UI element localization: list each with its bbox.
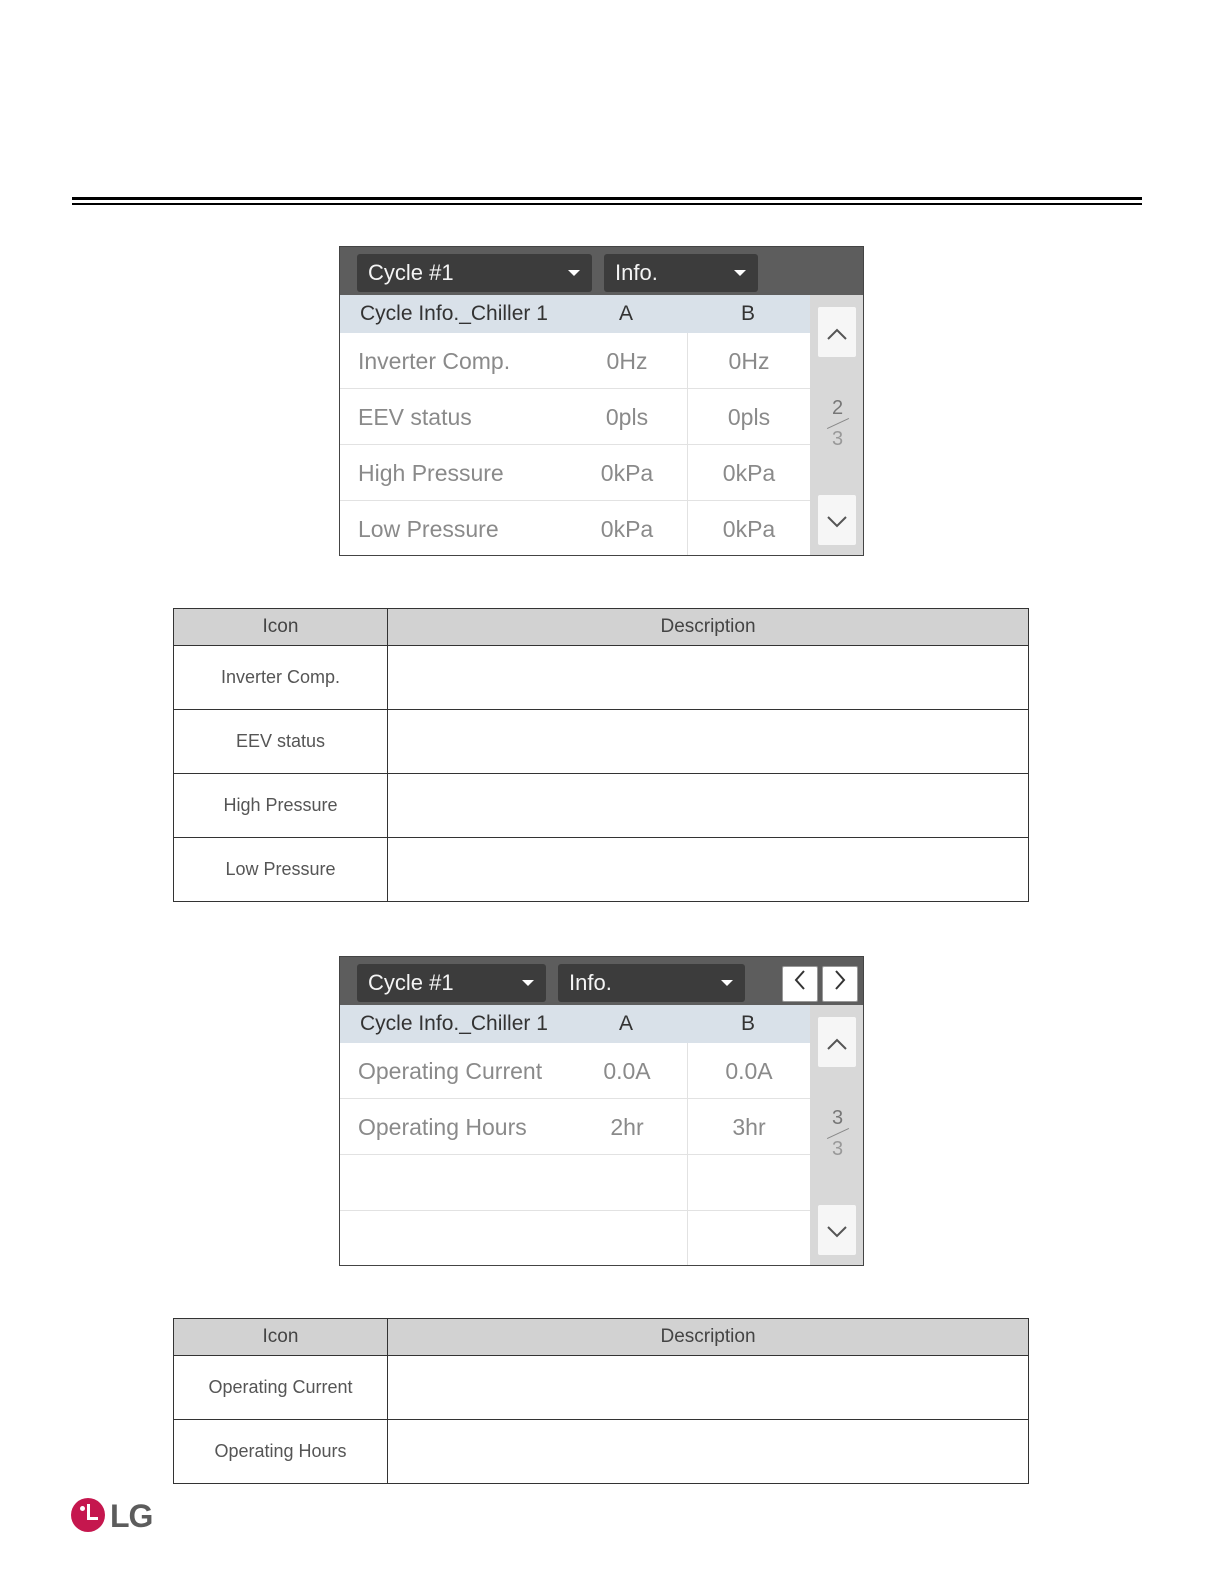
chevron-up-icon — [826, 327, 848, 341]
table-header-row — [174, 1319, 1029, 1356]
table-row — [174, 838, 1029, 902]
lg-logo-text: LG — [110, 1498, 153, 1534]
chevron-left-icon — [793, 969, 807, 991]
dropdown-caret-icon — [568, 270, 580, 276]
row-label: EEV status — [358, 404, 472, 430]
icon-cell: EEV status — [174, 710, 388, 774]
scroll-up-button[interactable] — [818, 1017, 856, 1067]
page-total: 3 — [831, 428, 844, 450]
table-header-row — [174, 609, 1029, 646]
row-value-b: 3hr — [732, 1114, 766, 1140]
row-label: High Pressure — [358, 460, 504, 486]
table-row — [174, 646, 1029, 710]
header-rule-bottom — [72, 203, 1142, 205]
icon-cell: Low Pressure — [174, 838, 388, 902]
cycle-dropdown[interactable] — [357, 964, 546, 1002]
dropdown-caret-icon — [721, 980, 733, 986]
description-column-header: Description — [388, 609, 1029, 646]
header-rule-top — [72, 197, 1142, 200]
table-header — [340, 1005, 810, 1043]
chevron-down-icon — [826, 1225, 848, 1239]
table-row — [340, 389, 810, 445]
table-row — [340, 333, 810, 389]
description-column-header: Description — [388, 1319, 1029, 1356]
icon-cell: Operating Hours — [174, 1420, 388, 1484]
chevron-up-icon — [826, 1037, 848, 1051]
row-value-b: 0kPa — [722, 516, 776, 542]
header-col-a: A — [618, 302, 633, 325]
row-value-b: 0.0A — [725, 1058, 773, 1084]
icon-column-header: Icon — [174, 609, 388, 646]
scroll-down-button[interactable] — [818, 495, 856, 545]
row-value-b: 0kPa — [722, 460, 776, 486]
lg-logo-icon — [71, 1498, 105, 1532]
info-dropdown-value: Info. — [569, 970, 612, 995]
page-total: 3 — [831, 1138, 844, 1160]
header-col-b: B — [740, 1012, 755, 1035]
row-value-a: 0kPa — [600, 460, 654, 486]
icon-column-header: Icon — [174, 1319, 388, 1356]
previous-button[interactable] — [782, 966, 818, 1002]
row-label: Inverter Comp. — [358, 348, 511, 374]
icon-cell: Inverter Comp. — [174, 646, 388, 710]
description-table — [173, 608, 1029, 902]
chevron-down-icon — [826, 515, 848, 529]
row-value-b: 0Hz — [728, 348, 770, 374]
row-label: Low Pressure — [358, 516, 499, 542]
table-row — [340, 1099, 810, 1155]
page-scroller — [810, 1005, 864, 1266]
screen-toolbar — [340, 957, 863, 1005]
screen-toolbar — [340, 247, 863, 295]
icon-cell: High Pressure — [174, 774, 388, 838]
page-indicator — [810, 397, 864, 450]
description-cell — [388, 646, 1029, 710]
info-dropdown[interactable] — [558, 964, 745, 1002]
table-header — [340, 295, 810, 333]
table-row — [174, 1420, 1029, 1484]
description-cell — [388, 710, 1029, 774]
page-scroller — [810, 295, 864, 556]
row-label: Operating Hours — [358, 1114, 527, 1140]
table-row — [174, 1356, 1029, 1420]
row-value-a: 2hr — [610, 1114, 644, 1140]
row-value-a: 0.0A — [603, 1058, 651, 1084]
cycle-dropdown-value: Cycle #1 — [368, 260, 454, 285]
page-indicator — [810, 1107, 864, 1160]
row-value-a: 0kPa — [600, 516, 654, 542]
row-value-b: 0pls — [727, 404, 771, 430]
header-title: Cycle Info._Chiller 1 — [360, 1012, 548, 1035]
description-table — [173, 1318, 1029, 1484]
description-cell — [388, 1356, 1029, 1420]
table-row — [340, 1155, 810, 1211]
header-title: Cycle Info._Chiller 1 — [360, 302, 548, 325]
table-row — [174, 710, 1029, 774]
table-row — [174, 774, 1029, 838]
scroll-up-button[interactable] — [818, 307, 856, 357]
header-col-b: B — [740, 302, 755, 325]
page-current: 3 — [831, 1107, 844, 1129]
chevron-right-icon — [833, 969, 847, 991]
table-row — [340, 445, 810, 501]
info-dropdown[interactable] — [604, 254, 758, 292]
row-value-a: 0Hz — [606, 348, 648, 374]
icon-cell: Operating Current — [174, 1356, 388, 1420]
table-row — [340, 1211, 810, 1266]
row-value-a: 0pls — [605, 404, 649, 430]
description-cell — [388, 774, 1029, 838]
scroll-down-button[interactable] — [818, 1205, 856, 1255]
cycle-dropdown[interactable] — [357, 254, 592, 292]
page-current: 2 — [831, 397, 844, 419]
cycle-info-screen-page-2 — [339, 246, 864, 556]
info-dropdown-value: Info. — [615, 260, 658, 285]
header-col-a: A — [618, 1012, 633, 1035]
row-label: Operating Current — [358, 1058, 543, 1084]
dropdown-caret-icon — [734, 270, 746, 276]
description-cell — [388, 838, 1029, 902]
table-row — [340, 501, 810, 556]
next-button[interactable] — [822, 966, 858, 1002]
cycle-dropdown-value: Cycle #1 — [368, 970, 454, 995]
description-cell — [388, 1420, 1029, 1484]
cycle-info-screen-page-3 — [339, 956, 864, 1266]
table-row — [340, 1043, 810, 1099]
dropdown-caret-icon — [522, 980, 534, 986]
